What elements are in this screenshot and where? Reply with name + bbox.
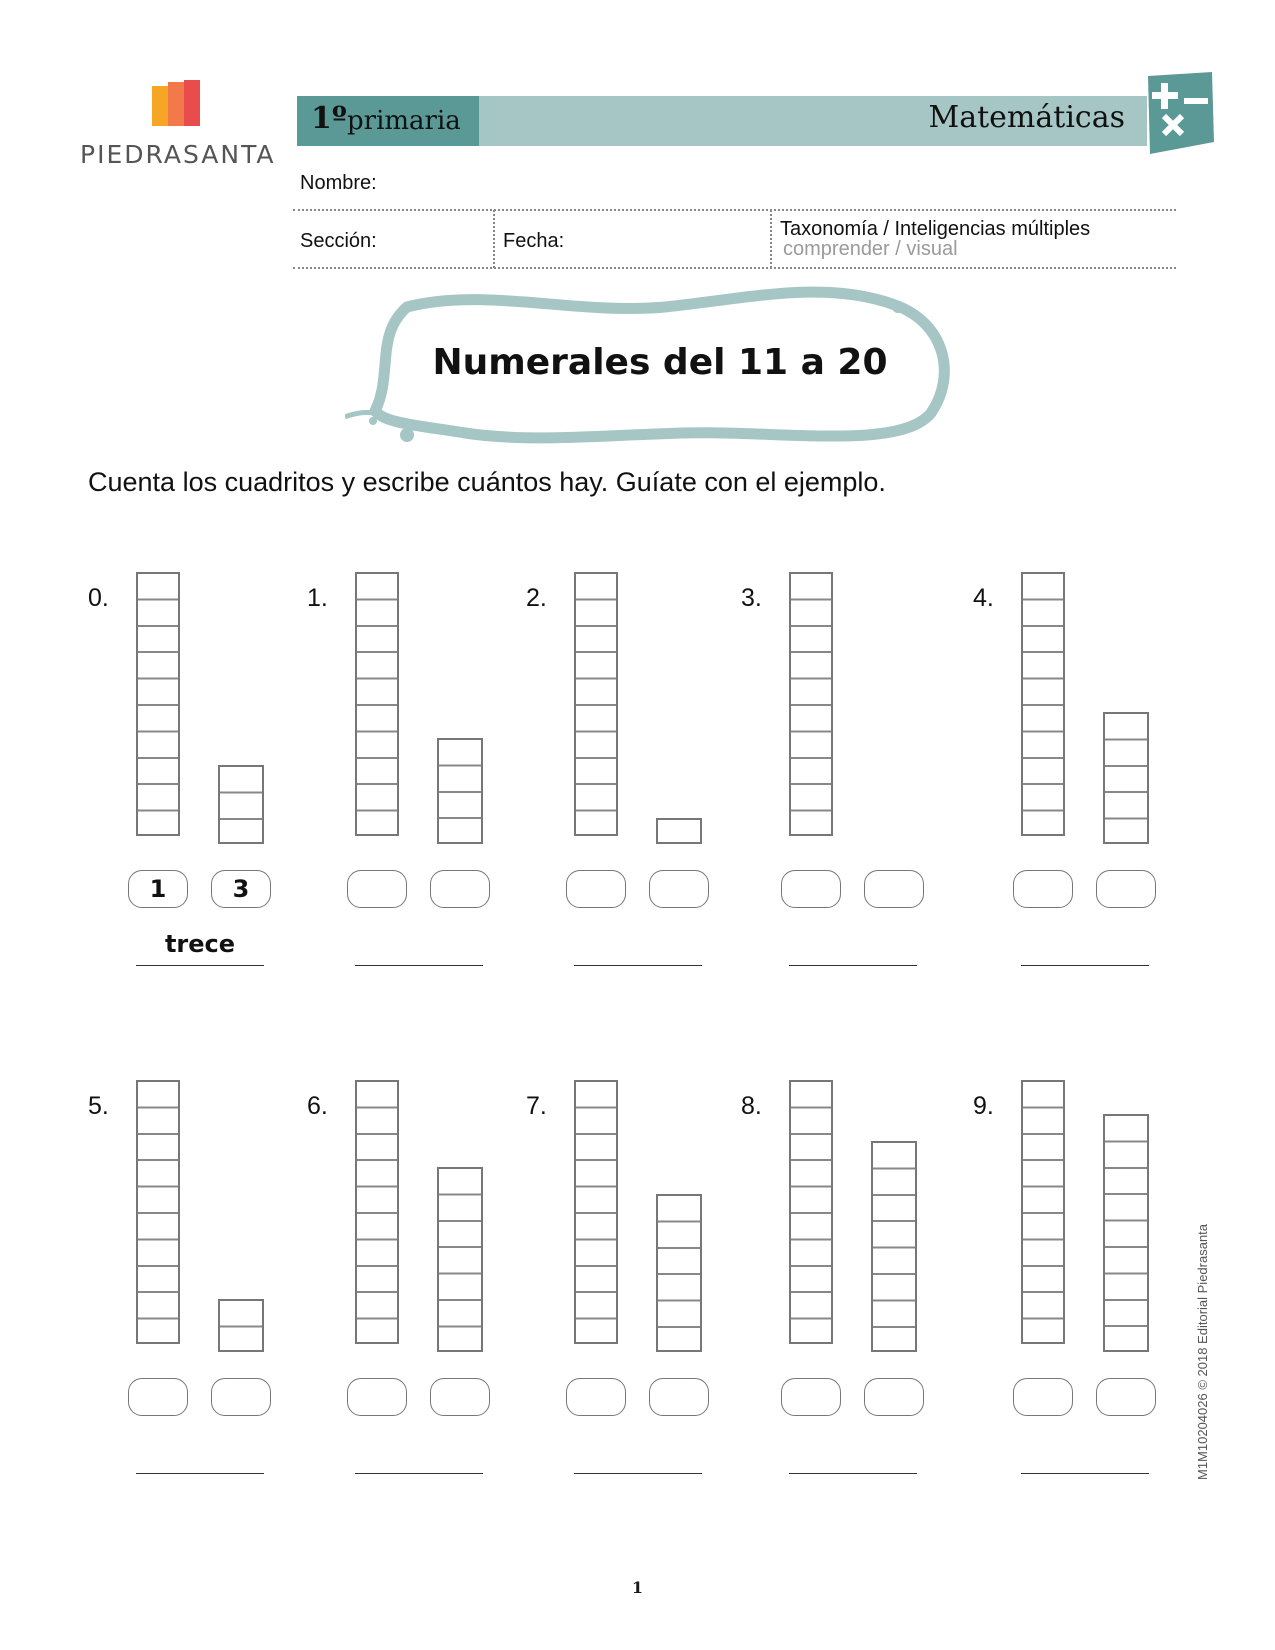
answer-line (789, 1473, 917, 1474)
exercise-number: 5. (88, 1092, 109, 1120)
ones-block-column (437, 1167, 483, 1352)
number-word-answer[interactable]: trece (164, 930, 236, 958)
ones-block-column (656, 818, 702, 844)
tens-digit-box[interactable] (781, 870, 841, 908)
tens-digit-box[interactable] (1013, 1378, 1073, 1416)
tens-block-column (136, 1080, 180, 1344)
divider (770, 210, 772, 268)
page-title: Numerales del 11 a 20 (432, 342, 888, 383)
ones-block-column (656, 1194, 702, 1352)
math-operations-icon (1142, 72, 1216, 156)
answer-line (789, 965, 917, 966)
section-label: Sección: (300, 230, 377, 252)
exercise-item (741, 1080, 961, 1500)
tens-block-column (789, 572, 833, 836)
exercise-item (526, 1080, 746, 1500)
tens-digit-box[interactable] (347, 1378, 407, 1416)
instruction-text: Cuenta los cuadritos y escribe cuántos hay. Guíate con el ejemplo. (88, 467, 886, 497)
answer-line (355, 1473, 483, 1474)
publisher-logo (80, 80, 280, 180)
exercise-number: 2. (526, 584, 547, 612)
book-logo-icon (152, 80, 204, 132)
page-number: 1 (631, 1578, 644, 1597)
answer-line (136, 1473, 264, 1474)
taxonomy-value: comprender / visual (783, 238, 958, 260)
exercise-number: 9. (973, 1092, 994, 1120)
tens-digit-box[interactable] (347, 870, 407, 908)
tens-digit-box[interactable] (566, 1378, 626, 1416)
ones-digit-box[interactable] (864, 1378, 924, 1416)
ones-block-column (218, 1299, 264, 1352)
exercise-item (973, 1080, 1193, 1500)
exercise-item (973, 572, 1193, 992)
ones-block-column (1103, 1114, 1149, 1352)
exercise-item (307, 1080, 527, 1500)
ones-digit-box[interactable] (649, 870, 709, 908)
answer-line (574, 1473, 702, 1474)
answer-line (355, 965, 483, 966)
exercise-item (88, 1080, 308, 1500)
grade-word: primaria (347, 106, 461, 136)
tens-digit-box[interactable] (1013, 870, 1073, 908)
ones-digit-box[interactable] (430, 870, 490, 908)
exercise-item (88, 572, 308, 992)
exercise-number: 1. (307, 584, 328, 612)
exercise-number: 4. (973, 584, 994, 612)
ones-block-column (218, 765, 264, 844)
tens-digit-box[interactable] (128, 1378, 188, 1416)
ones-digit-box[interactable] (649, 1378, 709, 1416)
ones-digit-box[interactable]: 3 (211, 870, 271, 908)
divider (293, 267, 1176, 269)
exercise-number: 0. (88, 584, 109, 612)
ones-block-column (871, 1141, 917, 1352)
tens-block-column (1021, 1080, 1065, 1344)
tens-digit-box[interactable] (781, 1378, 841, 1416)
exercise-item (741, 572, 961, 992)
exercise-number: 8. (741, 1092, 762, 1120)
tens-digit-box[interactable] (566, 870, 626, 908)
tens-block-column (136, 572, 180, 836)
ones-block-column (437, 738, 483, 844)
tens-block-column (574, 572, 618, 836)
name-label: Nombre: (300, 172, 377, 194)
answer-line (574, 965, 702, 966)
answer-line (1021, 1473, 1149, 1474)
answer-line (136, 965, 264, 966)
ones-digit-box[interactable] (211, 1378, 271, 1416)
ones-digit-box[interactable] (864, 870, 924, 908)
divider (493, 210, 495, 268)
ones-digit-box[interactable] (1096, 1378, 1156, 1416)
answer-line (1021, 965, 1149, 966)
exercise-number: 7. (526, 1092, 547, 1120)
exercise-number: 6. (307, 1092, 328, 1120)
tens-block-column (355, 572, 399, 836)
exercise-number: 3. (741, 584, 762, 612)
exercise-item (526, 572, 746, 992)
ones-digit-box[interactable] (1096, 870, 1156, 908)
date-label: Fecha: (503, 230, 565, 252)
tens-block-column (1021, 572, 1065, 836)
tens-block-column (355, 1080, 399, 1344)
ones-block-column (1103, 712, 1149, 844)
grade-number: 1º (311, 101, 347, 136)
tens-block-column (789, 1080, 833, 1344)
tens-block-column (574, 1080, 618, 1344)
divider (293, 209, 1176, 211)
tens-digit-box[interactable]: 1 (128, 870, 188, 908)
ones-digit-box[interactable] (430, 1378, 490, 1416)
logo-text: PIEDRASANTA (80, 140, 276, 169)
copyright-notice: M1M10204026 © 2018 Editorial Piedrasanta (1195, 1223, 1210, 1480)
exercise-item (307, 572, 527, 992)
subject-title: Matemáticas (928, 100, 1125, 135)
grade-label (297, 96, 479, 146)
taxonomy-label: Taxonomía / Inteligencias múltiples (780, 218, 1091, 240)
